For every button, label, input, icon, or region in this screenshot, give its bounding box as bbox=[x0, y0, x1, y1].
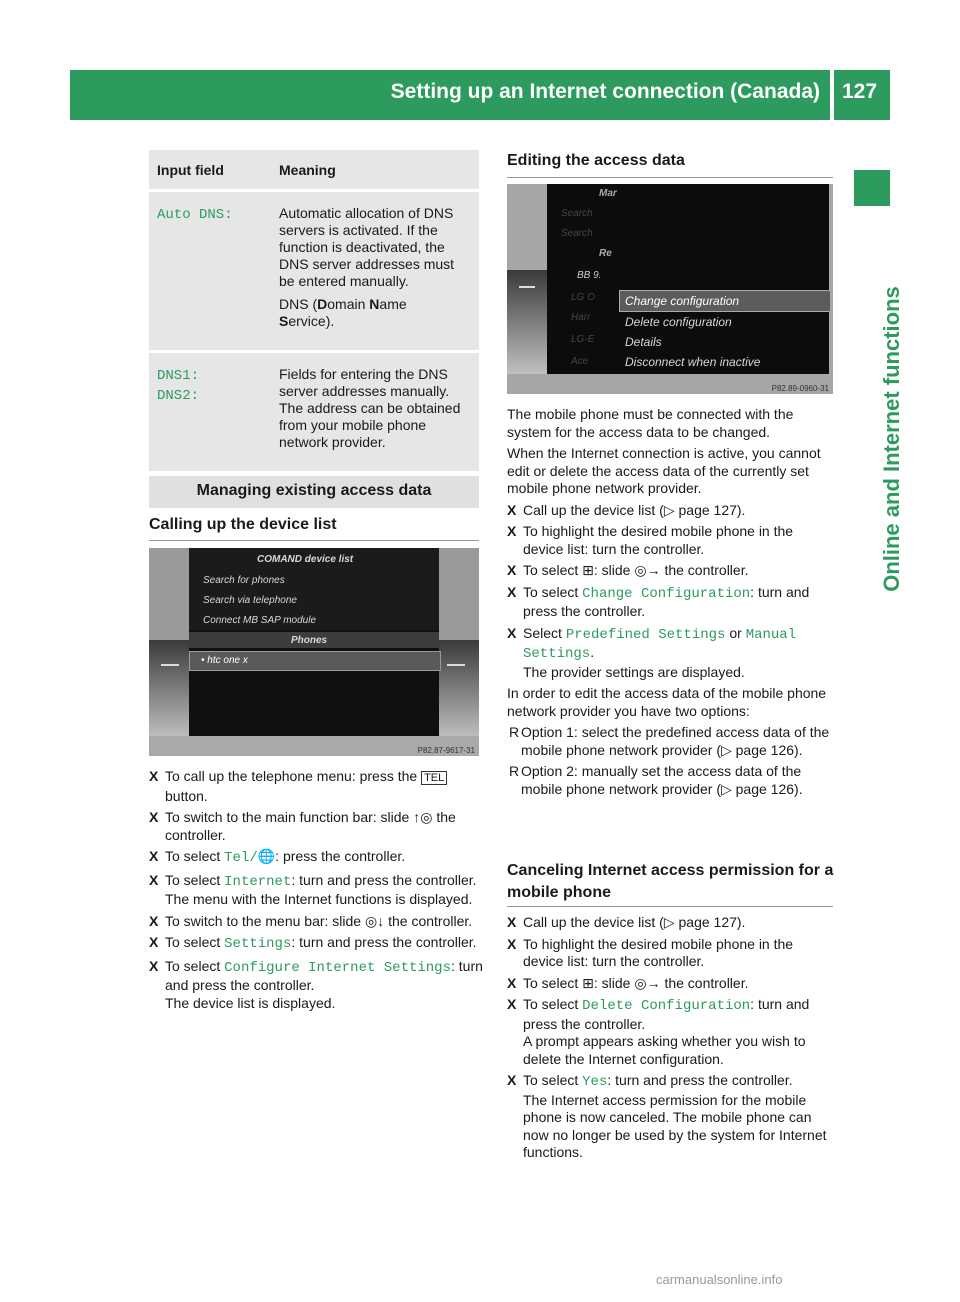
side-tab-label: Online and Internet functions bbox=[879, 286, 904, 592]
heading-device-list: Calling up the device list bbox=[149, 516, 337, 533]
paragraph: In order to edit the access data of the mobile phone network provider you have two options: bbox=[507, 685, 827, 719]
list-item: Search bbox=[561, 228, 593, 239]
field-dns1: DNS1: bbox=[157, 368, 200, 384]
menu-item: Disconnect when inactive bbox=[625, 355, 761, 369]
list-item: Mar bbox=[599, 188, 617, 199]
list-item: X To call up the telephone menu: press the TEL button. bbox=[149, 768, 483, 805]
list-item: X To select Change Configuration: turn and press the controller. bbox=[507, 583, 810, 619]
list-item: X To select Settings: turn and press the controller. bbox=[149, 934, 477, 952]
list-item: X To highlight the desired mobile phone in the device list: turn the controller. bbox=[507, 935, 794, 969]
menu-item: Delete configuration bbox=[625, 315, 732, 329]
heading-canceling: Canceling Internet access permission for a mobile phone bbox=[507, 862, 834, 901]
page-header bbox=[70, 70, 890, 120]
table-row bbox=[149, 191, 479, 352]
page-number: 127 bbox=[842, 80, 878, 103]
table-header-input-field: Input field bbox=[149, 150, 271, 191]
image-caption: P82.89-0960-31 bbox=[771, 384, 829, 393]
side-tab-block bbox=[854, 170, 890, 206]
menu-item: • htc one x bbox=[201, 655, 248, 666]
back-icon bbox=[161, 654, 179, 666]
list-item: X Select Predefined Settings or Manual Settings. The provider settings are displayed. bbox=[507, 624, 797, 680]
section-banner bbox=[149, 476, 479, 508]
list-item: Search bbox=[561, 208, 593, 219]
list-item: X Call up the device list (▷ page 127). bbox=[507, 914, 746, 930]
heading-rule bbox=[507, 906, 833, 907]
scroll-icon bbox=[447, 654, 465, 666]
list-item: X To select Configure Internet Settings: turn and press the controller. The device list is displayed. bbox=[149, 957, 483, 1011]
menu-item: Search via telephone bbox=[203, 595, 297, 606]
back-icon bbox=[519, 278, 535, 288]
menu-item: Search for phones bbox=[203, 575, 285, 586]
list-item: X To switch to the menu bar: slide ◎↓ the controller. bbox=[149, 912, 473, 929]
list-item: X To select Delete Configuration: turn and press the controller. A prompt appears asking whether you wish to delete the Internet configuration. bbox=[507, 996, 810, 1067]
list-item: X To select ⊞: slide ◎→ the controller. bbox=[507, 974, 749, 991]
watermark: carmanualsonline.info bbox=[656, 1272, 783, 1287]
configuration-screenshot bbox=[507, 184, 833, 394]
section-title: Managing existing access data bbox=[196, 482, 432, 499]
list-item: LG-E bbox=[571, 334, 595, 345]
list-item: R Option 1: select the predefined access data of the mobile phone network provider (▷ page 126). bbox=[509, 724, 830, 758]
menu-title: COMAND device list bbox=[257, 554, 354, 565]
list-item: X Call up the device list (▷ page 127). bbox=[507, 501, 746, 518]
paragraph: The mobile phone must be connected with the system for the access data to be changed. bbox=[507, 406, 794, 440]
menu-item: Phones bbox=[291, 635, 328, 646]
list-item: LG O bbox=[571, 292, 595, 303]
field-dns2: DNS2: bbox=[157, 388, 200, 404]
list-item: BB 9. bbox=[577, 270, 602, 281]
paragraph: When the Internet connection is active, you cannot edit or delete the access data of the currently set mobile phone network provider. bbox=[507, 445, 821, 496]
input-field-table bbox=[149, 150, 479, 471]
list-item: X To switch to the main function bar: slide ↑◎ the controller. bbox=[149, 809, 456, 843]
heading-rule bbox=[149, 540, 479, 541]
header-title: Setting up an Internet connection (Canada) bbox=[390, 80, 820, 103]
menu-item: Details bbox=[625, 335, 662, 349]
list-item: X To highlight the desired mobile phone in the device list: turn the controller. bbox=[507, 523, 794, 557]
menu-item: Connect MB SAP module bbox=[203, 615, 317, 626]
list-item: R Option 2: manually set the access data of the mobile phone network provider (▷ page 126). bbox=[509, 763, 803, 797]
list-item: Harr bbox=[571, 312, 591, 323]
list-item: Ace bbox=[571, 356, 589, 367]
right-steps bbox=[507, 406, 837, 802]
table-row bbox=[149, 352, 479, 472]
meaning-text: Fields for entering the DNS server addresses manually. The address can be obtained from your mobile phone network provider. bbox=[279, 366, 461, 450]
list-item: X To select Tel/🌐: press the controller. bbox=[149, 848, 406, 866]
cancel-steps bbox=[507, 914, 837, 1166]
side-tab bbox=[872, 216, 912, 680]
table-header-meaning: Meaning bbox=[271, 150, 479, 191]
meaning-text: Automatic allocation of DNS servers is activated. If the function is deactivated, the DNS server addresses must be entered manually. bbox=[279, 205, 455, 289]
list-item: X To select ⊞: slide ◎→ the controller. bbox=[507, 562, 749, 578]
menu-item: Change configuration bbox=[625, 294, 740, 308]
heading-editing: Editing the access data bbox=[507, 152, 685, 169]
header-divider bbox=[830, 70, 834, 120]
device-list-screenshot bbox=[149, 548, 479, 756]
list-item: X To select Yes: turn and press the controller. The Internet access permission for the mobile phone is now canceled. The mobile phone can now no longer be used by the system for Internet functions. bbox=[507, 1072, 827, 1160]
left-steps bbox=[149, 768, 483, 1016]
dns-expansion: DNS (Domain Name Service). bbox=[279, 296, 407, 329]
list-item: Re bbox=[599, 248, 612, 259]
list-item: X To select Internet: turn and press the controller. The menu with the Internet functions is displayed. bbox=[149, 871, 477, 907]
field-auto-dns: Auto DNS: bbox=[157, 207, 233, 223]
image-caption: P82.87-9617-31 bbox=[417, 746, 475, 755]
heading-rule bbox=[507, 177, 833, 178]
tel-key: TEL bbox=[421, 771, 447, 785]
